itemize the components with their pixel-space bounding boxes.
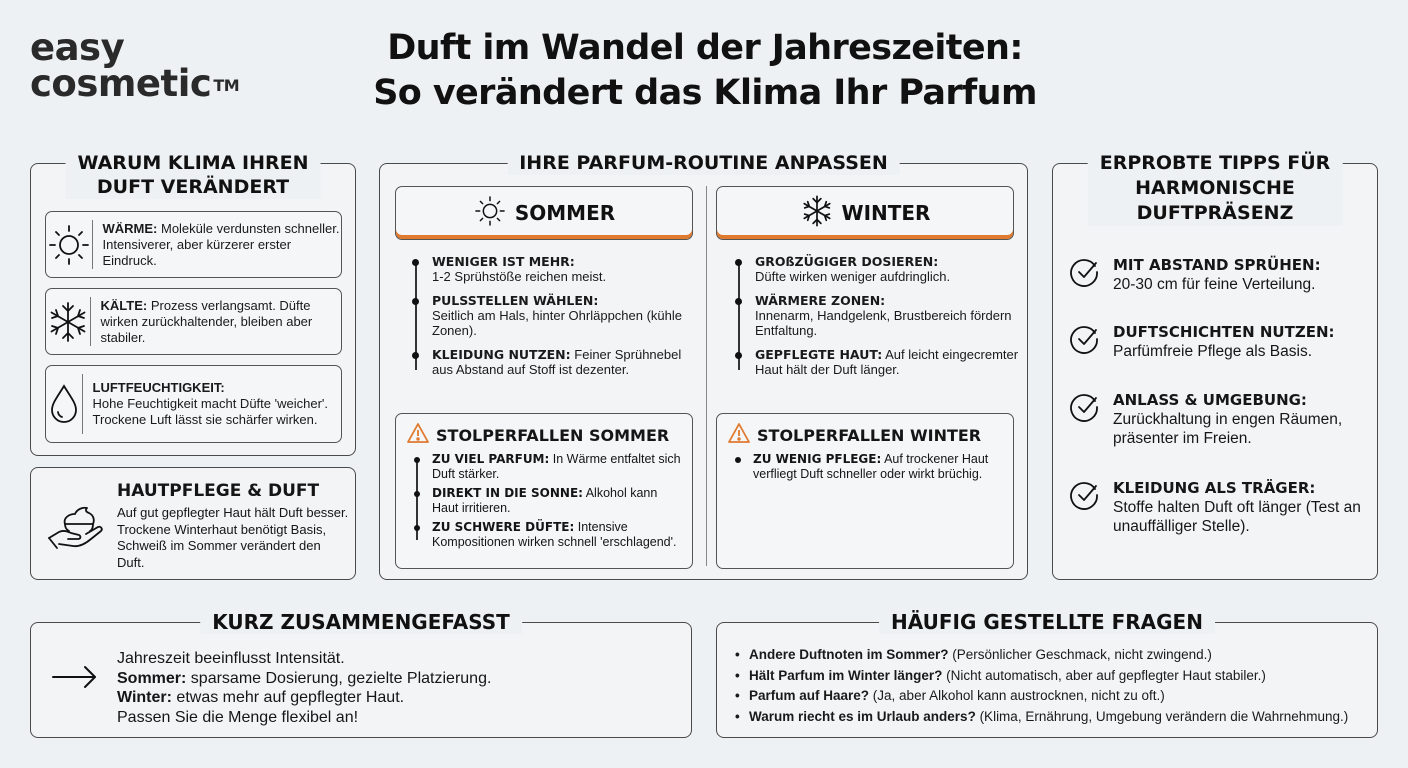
climate-card-humidity: [45, 365, 342, 443]
arrow-right-icon: [51, 665, 99, 694]
winter-pitfalls-list: [735, 452, 1005, 486]
why-climate-title: [66, 151, 321, 199]
summer-header: [395, 186, 693, 240]
pitfall-heading: ZU SCHWERE DÜFTE:: [432, 520, 575, 534]
tip-text: Parfümfreie Pflege als Basis.: [1113, 343, 1313, 360]
faq-question: Andere Duftnoten im Sommer?: [749, 647, 949, 662]
sun-icon: [46, 222, 92, 268]
routine-panel: [379, 152, 1028, 580]
winter-pitfalls: [716, 413, 1014, 569]
faq-item: [735, 686, 1348, 707]
winter-tip-heading: WÄRMERE ZONEN:: [755, 293, 886, 308]
summary-title: KURZ ZUSAMMENGEFASST: [200, 610, 522, 634]
winter-tip-heading: GROßZÜGIGER DOSIEREN:: [755, 254, 939, 269]
pitfall-heading: ZU WENIG PFLEGE:: [753, 452, 882, 466]
summer-pitfalls-title-text: STOLPERFALLEN SOMMER: [436, 425, 670, 445]
climate-card-warmth: [45, 211, 342, 278]
summary-line-3-label: Winter:: [117, 689, 172, 706]
page-title: [340, 26, 1070, 116]
skincare-text: Auf gut gepflegter Haut hält Duft besser. Trockene Winterhaut benötigt Basis, Schweiß im Sommer verändert den Duft.: [117, 505, 349, 570]
season-divider: [706, 186, 707, 566]
tip-item: [1069, 323, 1335, 361]
winter-pitfalls-title-text: STOLPERFALLEN WINTER: [757, 425, 982, 445]
pitfall-item: [414, 452, 684, 482]
skincare-title: HAUTPFLEGE & DUFT: [117, 481, 320, 501]
cream-hand-icon: [45, 498, 109, 559]
why-climate-title-line-2: DUFT VERÄNDERT: [96, 176, 290, 198]
faq-title: HÄUFIG GESTELLTE FRAGEN: [879, 610, 1215, 634]
cold-desc: Prozess verlangsamt. Düfte wirken zurückhaltender, bleiben aber stabiler.: [100, 297, 313, 345]
sun-icon: [473, 194, 507, 233]
faq-answer: (Persönlicher Geschmack, nicht zwingend.): [948, 647, 1212, 662]
tips-title: [1088, 151, 1343, 226]
winter-tip: [735, 347, 1020, 377]
trademark: TM: [213, 76, 240, 95]
page-title-line-1: Duft im Wandel der Jahreszeiten:: [387, 28, 1023, 68]
tips-panel: [1052, 152, 1378, 580]
winter-tip-text: Innenarm, Handgelenk, Brustbereich fördern Entfaltung.: [755, 308, 1012, 338]
faq-item: [735, 666, 1348, 687]
summary-panel: [30, 610, 692, 738]
faq-answer: (Ja, aber Alkohol kann austrocknen, nicht zu oft.): [869, 688, 1165, 703]
faq-question: Parfum auf Haare?: [749, 688, 870, 703]
winter-tip-text: Auf leicht eingecremter Haut hält der Duft länger.: [755, 347, 1019, 377]
snowflake-icon: [46, 300, 90, 344]
tips-title-line-2: HARMONISCHE: [1135, 177, 1295, 199]
pitfall-heading: DIREKT IN DIE SONNE:: [432, 486, 583, 500]
warmth-label: WÄRME:: [102, 220, 158, 236]
tips-title-line-1: ERPROBTE TIPPS FÜR: [1099, 152, 1331, 174]
summary-line-3: etwas mehr auf gepflegter Haut.: [171, 689, 405, 706]
tip-item: [1069, 256, 1321, 294]
summer-pitfalls-list: [414, 452, 684, 554]
faq-answer: (Nicht automatisch, aber auf gepflegter Haut stabiler.): [942, 667, 1266, 683]
summer-tip: [412, 293, 702, 338]
pitfall-text: In Wärme entfaltet sich Duft stärker.: [432, 452, 681, 481]
pitfall-text: Intensive Kompositionen wirken schnell 'erschlagend'.: [432, 520, 677, 549]
check-circle-icon: [1069, 391, 1101, 448]
check-circle-icon: [1069, 479, 1101, 536]
pitfall-heading: ZU VIEL PARFUM:: [432, 452, 550, 466]
summer-label: SOMMER: [514, 201, 616, 225]
why-climate-panel: [30, 152, 356, 456]
pitfall-item: [735, 452, 1005, 482]
faq-item: [735, 707, 1348, 728]
skincare-panel: [30, 467, 356, 580]
faq-item: [735, 645, 1348, 666]
winter-tip: [735, 293, 1020, 338]
humidity-label: LUFTFEUCHTIGKEIT:: [92, 380, 225, 395]
pitfall-item: [414, 486, 684, 516]
summer-tip: [412, 254, 702, 284]
tip-heading: KLEIDUNG ALS TRÄGER:: [1113, 479, 1316, 497]
check-circle-icon: [1069, 256, 1101, 294]
pitfall-item: [414, 520, 684, 550]
tip-heading: ANLASS & UMGEBUNG:: [1113, 391, 1307, 409]
tip-text: Stoffe halten Duft oft länger (Test an unauffälliger Stelle).: [1113, 499, 1361, 535]
climate-card-cold: [45, 288, 342, 355]
tip-heading: MIT ABSTAND SPRÜHEN:: [1113, 256, 1321, 274]
summer-tip-heading: WENIGER IST MEHR:: [432, 254, 575, 269]
summer-tip-text: Seitlich am Hals, hinter Ohrläppchen (kühle Zonen).: [432, 308, 683, 338]
tips-title-line-3: DUFTPRÄSENZ: [1136, 202, 1294, 224]
winter-pitfalls-title: [727, 422, 981, 448]
pitfall-text: Alkohol kann Haut irritieren.: [432, 486, 658, 515]
winter-header: [716, 186, 1014, 240]
summary-line-2: sparsame Dosierung, gezielte Platzierung.: [186, 669, 492, 687]
climate-card-warmth-text: [92, 221, 341, 269]
warning-icon: [727, 422, 751, 448]
tip-text: 20-30 cm für feine Verteilung.: [1113, 276, 1316, 293]
cold-label: KÄLTE:: [100, 297, 148, 313]
tip-item: [1069, 391, 1363, 448]
winter-tip-text: Düfte wirken weniger aufdringlich.: [755, 269, 951, 284]
summary-line-4: Passen Sie die Menge flexibel an!: [117, 708, 359, 726]
routine-title: IHRE PARFUM-ROUTINE ANPASSEN: [507, 151, 900, 175]
summary-line-1: Jahreszeit beeinflusst Intensität.: [117, 650, 345, 667]
climate-card-cold-text: [91, 298, 342, 346]
summer-tip-heading: KLEIDUNG NUTZEN:: [432, 347, 571, 362]
summer-pitfalls: [395, 413, 693, 569]
summer-pitfalls-title: [406, 422, 669, 448]
summary-line-2-label: Sommer:: [117, 669, 187, 687]
logo-line-1: easy: [30, 26, 125, 69]
summer-tip-text: 1-2 Sprühstöße reichen meist.: [432, 269, 607, 284]
winter-label: WINTER: [841, 201, 931, 225]
snowflake-icon: [800, 194, 834, 233]
page-title-line-2: So verändert das Klima Ihr Parfum: [373, 73, 1037, 113]
summary-text: [117, 649, 491, 727]
warning-icon: [406, 422, 430, 448]
climate-card-humidity-text: [83, 380, 341, 428]
humidity-desc: Hohe Feuchtigkeit macht Düfte 'weicher'. Trockene Luft lässt sie schärfer wirken.: [92, 396, 328, 427]
summer-tip: [412, 347, 702, 377]
faq-question: Warum riecht es im Urlaub anders?: [749, 708, 976, 724]
droplet-icon: [46, 382, 82, 426]
why-climate-title-line-1: WARUM KLIMA IHREN: [77, 152, 309, 174]
faq-list: [735, 645, 1348, 727]
logo-line-2: cosmetic: [30, 62, 212, 105]
pitfall-text: Auf trockener Haut verfliegt Duft schneller oder wirkt brüchig.: [753, 452, 989, 481]
summer-tips: [412, 254, 702, 386]
faq-panel: [716, 610, 1378, 738]
winter-tip-heading: GEPFLEGTE HAUT:: [755, 347, 883, 362]
tip-item: [1069, 479, 1373, 536]
warmth-desc: Moleküle verdunsten schneller. Intensiverer, aber kürzerer erster Eindruck.: [102, 220, 340, 268]
winter-tips: [735, 254, 1020, 386]
winter-tip: [735, 254, 1020, 284]
tip-text: Zurückhaltung in engen Räumen, präsenter im Freien.: [1113, 411, 1343, 447]
check-circle-icon: [1069, 323, 1101, 361]
summer-tip-heading: PULSSTELLEN WÄHLEN:: [432, 293, 599, 308]
summer-tip-text: Feiner Sprühnebel aus Abstand auf Stoff ist dezenter.: [432, 347, 682, 377]
faq-question: Hält Parfum im Winter länger?: [749, 667, 943, 683]
brand-logo: [30, 26, 240, 105]
tip-heading: DUFTSCHICHTEN NUTZEN:: [1113, 323, 1335, 341]
faq-answer: (Klima, Ernährung, Umgebung verändern die Wahrnehmung.): [975, 708, 1349, 724]
